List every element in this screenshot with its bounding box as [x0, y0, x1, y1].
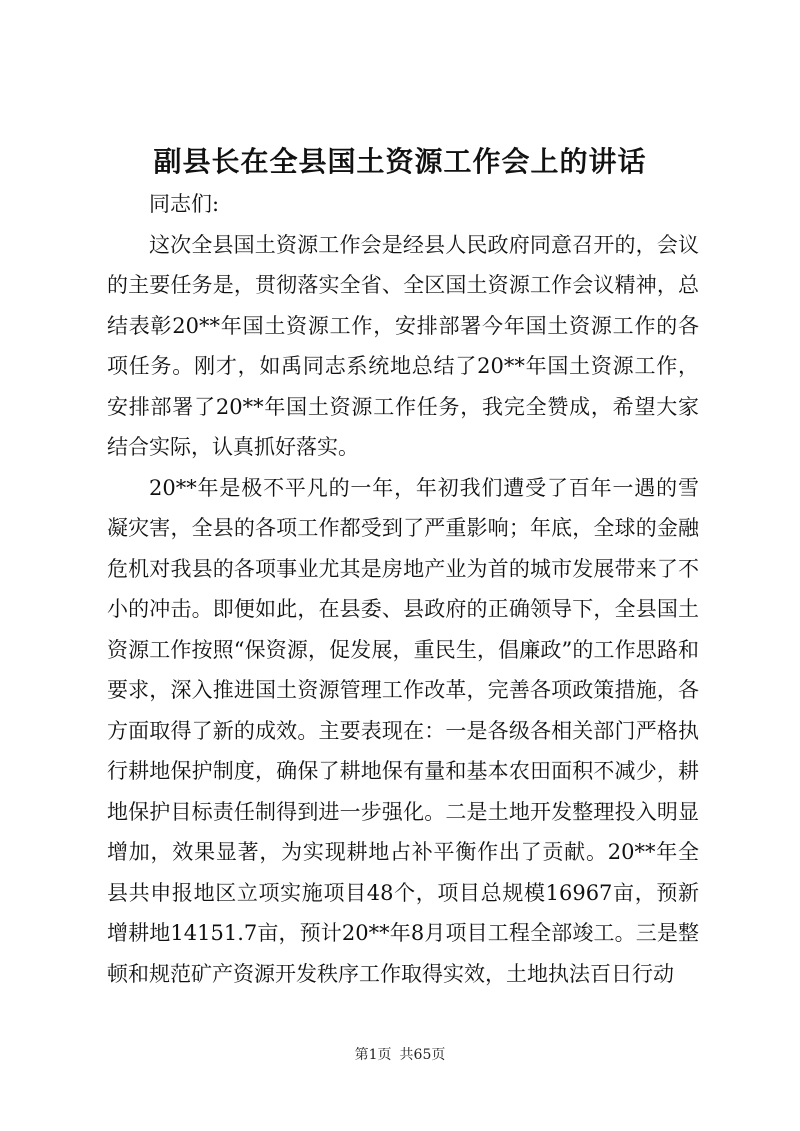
document-title: 副县长在全县国土资源工作会上的讲话: [153, 145, 647, 178]
paragraph-2: 20**年是极不平凡的一年，年初我们遭受了百年一遇的雪凝灾害，全县的各项工作都受到了严重影响；年底，全球的金融危机对我县的各项事业尤其是房地产业为首的城市发展带来了不小的冲击。即便如此，在县委、县政府的正确领导下，全县国土资源工作按照“保资源，促发展，重民生，倡廉政”的工作思路和要求，深入推进国土资源管理工作改革，完善各项政策措施，各方面取得了新的成效。主要表现在：一是各级各相关部门严格执行耕地保护制度，确保了耕地保有量和基本农田面积不减少，耕地保护目标责任制得到进一步强化。二是土地开发整理投入明显增加，效果显著，为实现耕地占补平衡作出了贡献。20**年全县共申报地区立项实施项目48个，项目总规模16967亩，预新增耕地14151.7亩，预计20**年8月项目工程全部竣工。三是整顿和规范矿产资源开发秩序工作取得实效，土地执法百日行动: [107, 475, 699, 986]
page-number: 第1页: [354, 1047, 392, 1063]
salutation: 同志们:: [149, 192, 220, 216]
document-body: [107, 184, 699, 994]
page-footer: [0, 1045, 800, 1065]
paragraph-1: 这次全县国土资源工作会是经县人民政府同意召开的，会议的主要任务是，贯彻落实全省、全区国土资源工作会议精神，总结表彰20**年国土资源工作，安排部署今年国土资源工作的各项任务。刚才，如禹同志系统地总结了20**年国土资源工作，安排部署了20**年国土资源工作任务，我完全赞成，希望大家结合实际，认真抓好落实。: [107, 232, 699, 459]
total-pages: 共65页: [399, 1047, 446, 1063]
